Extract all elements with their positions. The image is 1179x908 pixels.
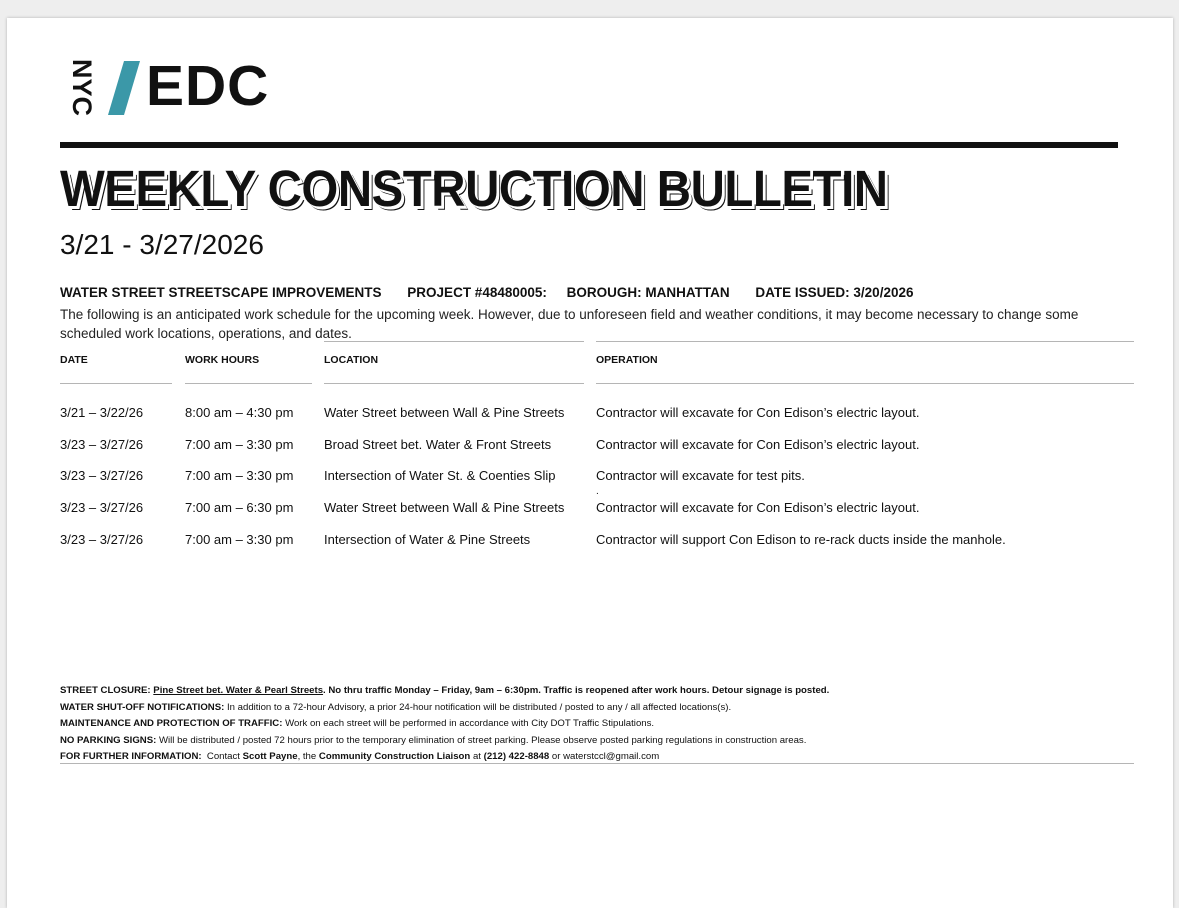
project-meta-line [60, 284, 935, 302]
header-top-line-location [324, 341, 584, 342]
bulletin-date-range: 3/21 - 3/27/2026 [60, 229, 264, 260]
row-location: Broad Street bet. Water & Front Streets [324, 437, 552, 452]
row-date: 3/23 – 3/27/26 [60, 532, 144, 547]
liaison-email[interactable]: waterstccl@gmail.com [563, 751, 660, 762]
row-location: Intersection of Water & Pine Streets [324, 532, 531, 547]
note-maintenance [60, 716, 1135, 733]
footer-bottom-line [60, 763, 1134, 764]
liaison-phone: (212) 422-8848 [483, 751, 550, 762]
logo-edc-text: EDC [146, 54, 270, 118]
header-rule [60, 142, 1118, 148]
note-street-closure [60, 683, 1135, 700]
nyc-edc-logo [60, 56, 280, 116]
row-date: 3/21 – 3/22/26 [60, 405, 144, 420]
stray-period-mark: . [596, 486, 599, 497]
row-operation: Contractor will excavate for Con Edison’s electric layout. [596, 437, 920, 452]
row-location: Water Street between Wall & Pine Streets [324, 500, 565, 515]
header-bottom-line-operation [596, 383, 1134, 384]
note-text: Will be distributed / posted 72 hours prior to the temporary elimination of street parking. Please observe posted parking regulations in construction areas. [156, 734, 807, 746]
row-hours: 7:00 am – 3:30 pm [185, 437, 294, 452]
note-text: In addition to a 72-hour Advisory, a prior 24-hour notification will be distributed / posted to any / all affected locations(s). [224, 701, 732, 713]
note-label: MAINTENANCE AND PROTECTION OF TRAFFIC: [60, 718, 283, 729]
row-operation: Contractor will excavate for test pits. [596, 468, 805, 483]
footer-notes [60, 683, 1135, 766]
info-text: Contact [201, 751, 243, 762]
date-issued: DATE ISSUED: 3/20/2026 [755, 285, 914, 300]
liaison-role: Community Construction Liaison [318, 751, 471, 762]
borough: BOROUGH: MANHATTAN [566, 285, 730, 300]
row-hours: 7:00 am – 3:30 pm [185, 468, 294, 483]
header-bottom-line-hours [185, 383, 312, 384]
table-row [60, 530, 1140, 550]
header-top-line-operation [596, 341, 1134, 342]
col-header-location: LOCATION [324, 354, 379, 366]
project-number: PROJECT #48480005: [407, 285, 547, 300]
row-date: 3/23 – 3/27/26 [60, 500, 144, 515]
row-date: 3/23 – 3/27/26 [60, 437, 144, 452]
note-text: . No thru traffic Monday – Friday, 9am – 6:30pm. Traffic is reopened after work hours. Detour signage is posted. [323, 685, 830, 696]
row-location: Intersection of Water St. & Coenties Slip [324, 468, 556, 483]
info-text: , the [297, 751, 319, 762]
note-label: NO PARKING SIGNS: [60, 734, 157, 746]
liaison-name: Scott Payne [242, 751, 298, 762]
info-text: or [549, 751, 564, 762]
table-row [60, 498, 1140, 518]
row-hours: 7:00 am – 6:30 pm [185, 500, 294, 515]
row-operation: Contractor will support Con Edison to re-rack ducts inside the manhole. [596, 532, 1006, 547]
closure-location: Pine Street bet. Water & Pearl Streets [153, 685, 324, 696]
row-date: 3/23 – 3/27/26 [60, 468, 144, 483]
note-label: FOR FURTHER INFORMATION: [60, 751, 202, 762]
row-operation: Contractor will excavate for Con Edison’s electric layout. [596, 405, 920, 420]
header-bottom-line-location [324, 383, 584, 384]
page-title: WEEKLY CONSTRUCTION BULLETIN [60, 160, 888, 217]
intro-paragraph: The following is an anticipated work schedule for the upcoming week. However, due to unforeseen field and weather conditions, it may become necessary to change some scheduled work locations, operations, and dates. [60, 307, 1079, 341]
col-header-operation: OPERATION [596, 354, 658, 366]
note-no-parking [60, 733, 1135, 750]
row-hours: 8:00 am – 4:30 pm [185, 405, 294, 420]
note-label: WATER SHUT-OFF NOTIFICATIONS: [60, 701, 225, 713]
bulletin-page [7, 18, 1173, 908]
project-name: WATER STREET STREETSCAPE IMPROVEMENTS [60, 285, 382, 300]
note-water-shutoff [60, 700, 1135, 717]
note-label: STREET CLOSURE: [60, 685, 151, 696]
header-bottom-line-date [60, 383, 172, 384]
table-row [60, 435, 1140, 455]
col-header-date: DATE [60, 354, 88, 366]
col-header-hours: WORK HOURS [185, 354, 260, 366]
logo-slash-mark [108, 61, 140, 115]
logo-nyc-text: NYC [66, 58, 97, 116]
row-hours: 7:00 am – 3:30 pm [185, 532, 294, 547]
note-text: Work on each street will be performed in accordance with City DOT Traffic Stipulations. [282, 718, 655, 729]
row-location: Water Street between Wall & Pine Streets [324, 405, 565, 420]
row-operation: Contractor will excavate for Con Edison’s electric layout. [596, 500, 920, 515]
table-row [60, 403, 1140, 423]
table-row [60, 466, 1140, 486]
info-text: at [470, 751, 484, 762]
